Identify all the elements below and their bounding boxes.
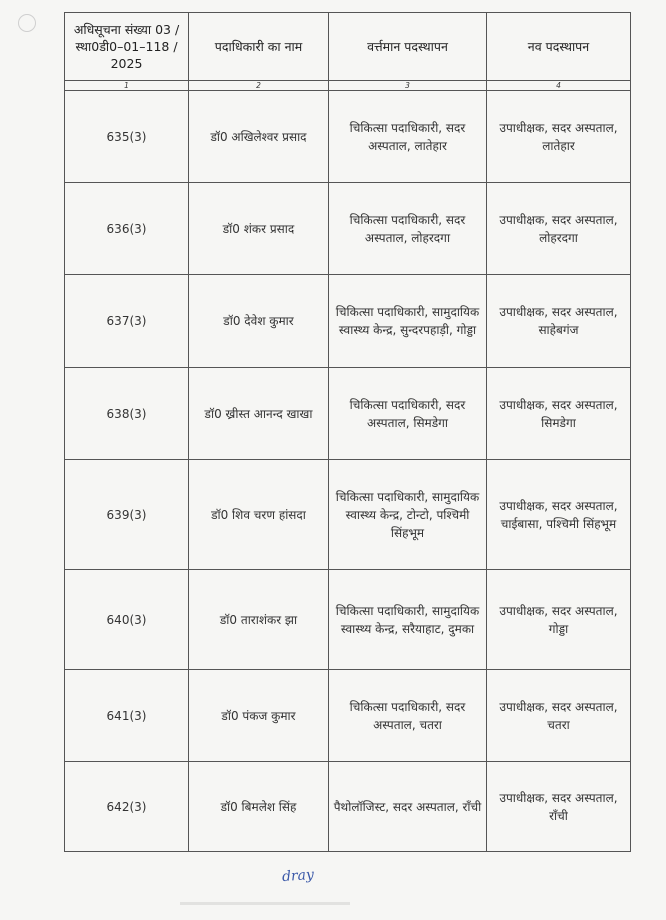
column-number: 4 (487, 81, 631, 91)
header-officer-name: पदाधिकारी का नाम (189, 13, 329, 81)
current-posting: चिकित्सा पदाधिकारी, सामुदायिक स्वास्थ्य केन्द्र, टोन्टो, पश्चिमी सिंहभूम (329, 460, 487, 570)
new-posting: उपाधीक्षक, सदर अस्पताल, चाईबासा, पश्चिमी सिंहभूम (487, 460, 631, 570)
table-row (65, 762, 631, 852)
page-corner-mark (18, 14, 36, 32)
new-posting: उपाधीक्षक, सदर अस्पताल, चतरा (487, 670, 631, 762)
handwritten-signature: dray (281, 866, 315, 886)
table-row (65, 91, 631, 183)
header-new-posting: नव पदस्थापन (487, 13, 631, 81)
table-row (65, 670, 631, 762)
new-posting: उपाधीक्षक, सदर अस्पताल, राँची (487, 762, 631, 852)
notification-number: 641(3) (65, 670, 189, 762)
table-row (65, 570, 631, 670)
header-notification-number: अधिसूचना संख्या 03 / स्था0डी0–01–118 / 2025 (65, 13, 189, 81)
table-row (65, 183, 631, 275)
officer-name: डॉ0 पंकज कुमार (189, 670, 329, 762)
column-number: 1 (65, 81, 189, 91)
current-posting: चिकित्सा पदाधिकारी, सदर अस्पताल, सिमडेगा (329, 368, 487, 460)
table-row (65, 460, 631, 570)
new-posting: उपाधीक्षक, सदर अस्पताल, गोड्डा (487, 570, 631, 670)
notification-number: 635(3) (65, 91, 189, 183)
new-posting: उपाधीक्षक, सदर अस्पताल, लातेहार (487, 91, 631, 183)
notification-number: 642(3) (65, 762, 189, 852)
officer-name: डॉ0 बिमलेश सिंह (189, 762, 329, 852)
posting-table (64, 12, 631, 852)
current-posting: पैथोलॉजिस्ट, सदर अस्पताल, राँची (329, 762, 487, 852)
current-posting: चिकित्सा पदाधिकारी, सदर अस्पताल, लातेहार (329, 91, 487, 183)
column-number: 2 (189, 81, 329, 91)
officer-name: डॉ0 देवेश कुमार (189, 275, 329, 368)
column-number: 3 (329, 81, 487, 91)
table-row (65, 275, 631, 368)
new-posting: उपाधीक्षक, सदर अस्पताल, लोहरदगा (487, 183, 631, 275)
new-posting: उपाधीक्षक, सदर अस्पताल, सिमडेगा (487, 368, 631, 460)
table-row (65, 368, 631, 460)
column-number-row (65, 81, 631, 91)
current-posting: चिकित्सा पदाधिकारी, सामुदायिक स्वास्थ्य केन्द्र, सुन्दरपहाड़ी, गोड्डा (329, 275, 487, 368)
table-header-row (65, 13, 631, 81)
notification-number: 639(3) (65, 460, 189, 570)
officer-name: डॉ0 ख्रीस्त आनन्द खाखा (189, 368, 329, 460)
current-posting: चिकित्सा पदाधिकारी, सदर अस्पताल, चतरा (329, 670, 487, 762)
header-current-posting: वर्त्तमान पदस्थापन (329, 13, 487, 81)
new-posting: उपाधीक्षक, सदर अस्पताल, साहेबगंज (487, 275, 631, 368)
officer-name: डॉ0 शिव चरण हांसदा (189, 460, 329, 570)
notification-number: 637(3) (65, 275, 189, 368)
current-posting: चिकित्सा पदाधिकारी, सदर अस्पताल, लोहरदगा (329, 183, 487, 275)
notification-number: 640(3) (65, 570, 189, 670)
officer-name: डॉ0 शंकर प्रसाद (189, 183, 329, 275)
officer-name: डॉ0 ताराशंकर झा (189, 570, 329, 670)
notification-number: 636(3) (65, 183, 189, 275)
notification-number: 638(3) (65, 368, 189, 460)
current-posting: चिकित्सा पदाधिकारी, सामुदायिक स्वास्थ्य केन्द्र, सरैयाहाट, दुमका (329, 570, 487, 670)
officer-name: डॉ0 अखिलेश्वर प्रसाद (189, 91, 329, 183)
faint-footer-mark (180, 902, 350, 905)
